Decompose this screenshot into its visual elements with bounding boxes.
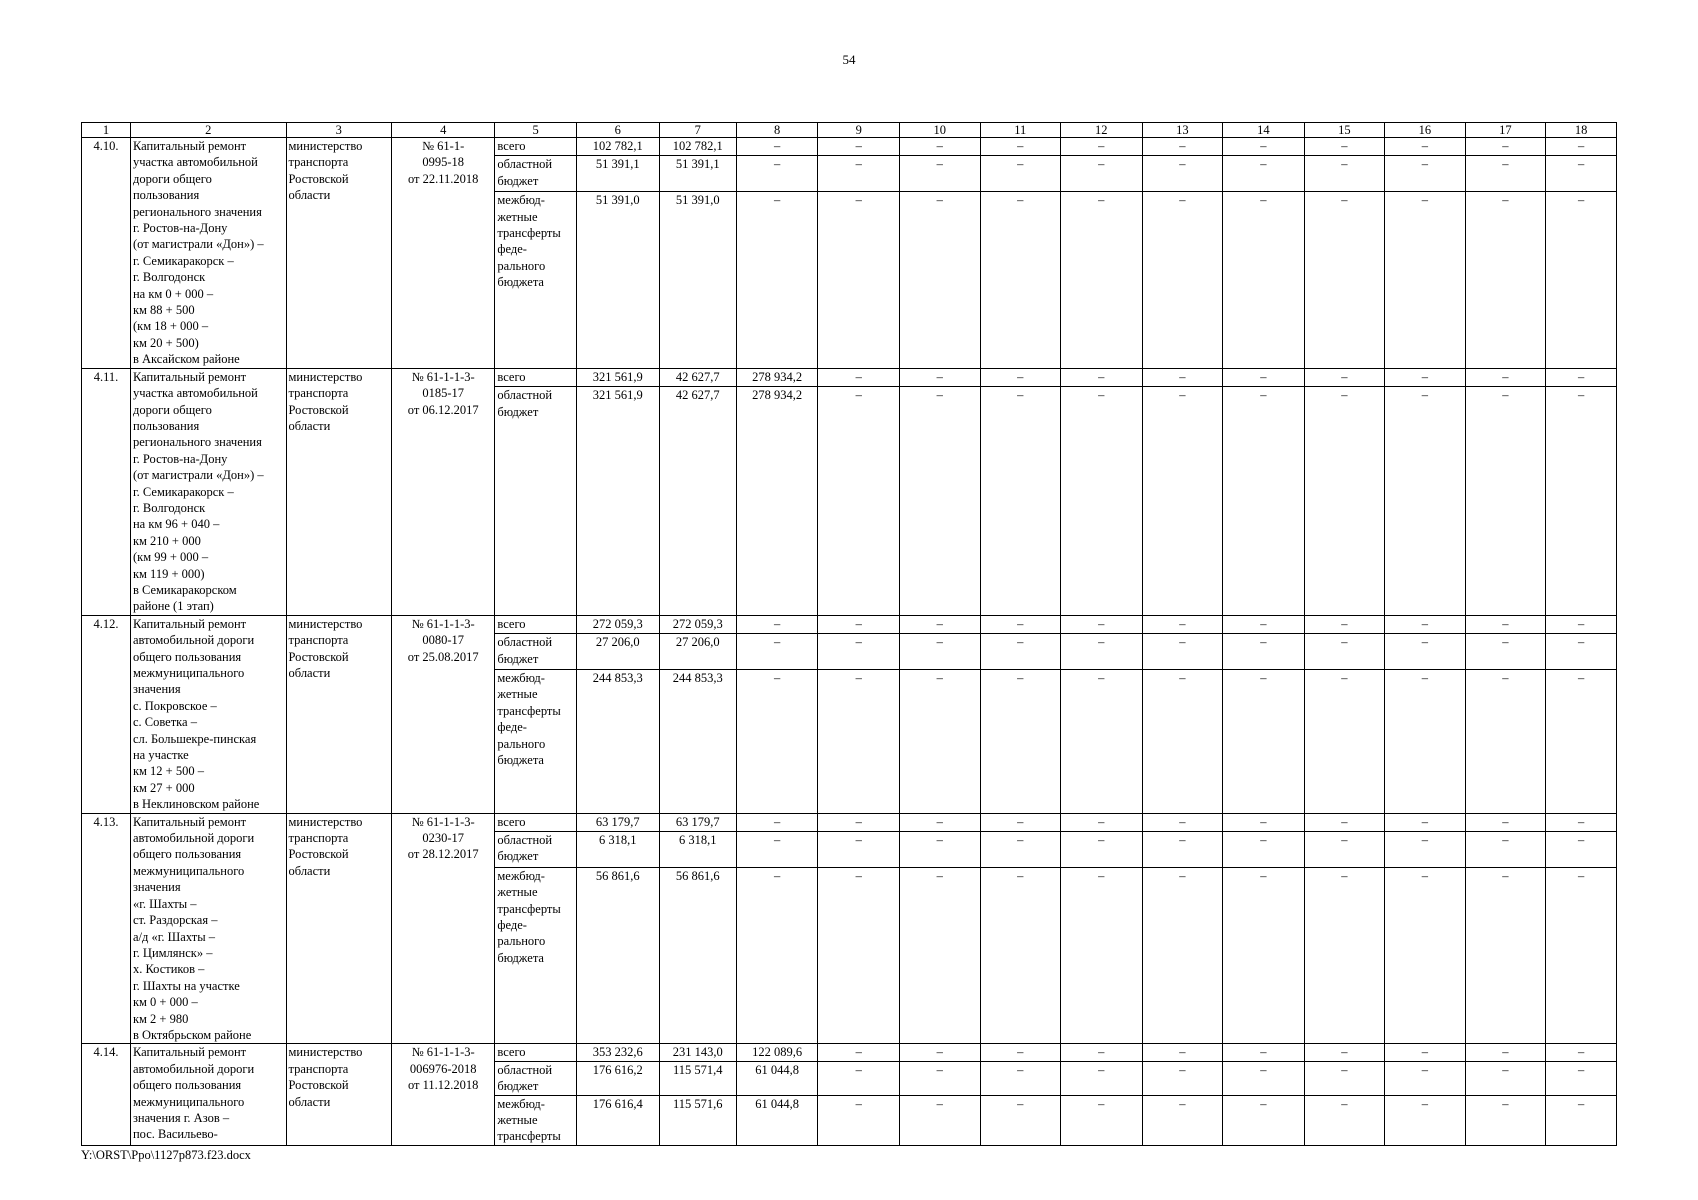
empty-value-cell: – [1385,615,1466,633]
empty-value-cell: – [1385,368,1466,387]
amount-cell: 102 782,1 [659,138,736,156]
empty-value-cell: – [900,1061,981,1095]
empty-value-cell: – [1304,192,1385,369]
empty-value-cell: – [818,1061,900,1095]
amount-cell: 61 044,8 [736,1061,818,1095]
empty-value-cell: – [980,813,1061,831]
empty-value-cell: – [1304,832,1385,868]
empty-value-cell: – [1142,138,1223,156]
item-number: 4.13. [82,813,131,1044]
funding-source: межбюд- жетные трансферты феде- рального бюджета [495,192,577,369]
empty-value-cell: – [1465,832,1546,868]
item-number: 4.12. [82,615,131,813]
column-number: 12 [1061,123,1143,138]
empty-value-cell: – [1385,387,1466,615]
empty-value-cell: – [900,867,981,1044]
empty-value-cell: – [980,634,1061,670]
empty-value-cell: – [1465,387,1546,615]
object-name: Капитальный ремонт автомобильной дороги общего пользования межмуниципального значения г. Азов – пос. Васильево- [130,1044,286,1145]
amount-cell: – [736,832,818,868]
empty-value-cell: – [818,813,900,831]
funding-source: всего [495,1044,577,1061]
amount-cell: 42 627,7 [659,387,736,615]
amount-cell: 51 391,1 [659,156,736,192]
empty-value-cell: – [1385,192,1466,369]
empty-value-cell: – [818,867,900,1044]
empty-value-cell: – [1304,1044,1385,1061]
empty-value-cell: – [1546,813,1617,831]
empty-value-cell: – [1546,615,1617,633]
table-row [82,1044,1617,1061]
expertise-doc: № 61-1-1-3- 006976-2018 от 11.12.2018 [392,1044,495,1145]
funding-source: областной бюджет [495,1061,577,1095]
empty-value-cell: – [1061,813,1143,831]
empty-value-cell: – [1304,634,1385,670]
amount-cell: 122 089,6 [736,1044,818,1061]
amount-cell: – [736,192,818,369]
object-name: Капитальный ремонт участка автомобильной дороги общего пользования регионального значения г. Ростов-на-Дону (от магистрали «Дон») – г. Семикаракорск – г. Волгодонск на км 96 + 040 – км 210 + 000 (км 99 + 000 – км 119 + 000) в Семикаракорском районе (1 этап) [130,368,286,615]
empty-value-cell: – [1223,615,1305,633]
empty-value-cell: – [1546,368,1617,387]
funding-source: межбюд- жетные трансферты [495,1095,577,1145]
empty-value-cell: – [1546,387,1617,615]
funding-source: всего [495,813,577,831]
column-number: 5 [495,123,577,138]
column-number-row [82,123,1617,138]
empty-value-cell: – [1061,1061,1143,1095]
funding-source: межбюд- жетные трансферты феде- рального бюджета [495,867,577,1044]
empty-value-cell: – [900,138,981,156]
empty-value-cell: – [1223,634,1305,670]
empty-value-cell: – [900,368,981,387]
empty-value-cell: – [1061,1095,1143,1145]
amount-cell: 63 179,7 [576,813,659,831]
empty-value-cell: – [818,192,900,369]
amount-cell: 51 391,0 [576,192,659,369]
empty-value-cell: – [1142,1095,1223,1145]
funding-source: межбюд- жетные трансферты феде- рального бюджета [495,669,577,813]
amount-cell: 321 561,9 [576,387,659,615]
amount-cell: 63 179,7 [659,813,736,831]
amount-cell: 56 861,6 [576,867,659,1044]
empty-value-cell: – [1223,156,1305,192]
column-number: 9 [818,123,900,138]
empty-value-cell: – [900,192,981,369]
empty-value-cell: – [980,156,1061,192]
empty-value-cell: – [1142,1061,1223,1095]
empty-value-cell: – [900,615,981,633]
empty-value-cell: – [1385,1061,1466,1095]
empty-value-cell: – [1223,192,1305,369]
empty-value-cell: – [1304,669,1385,813]
empty-value-cell: – [818,615,900,633]
empty-value-cell: – [1304,1095,1385,1145]
empty-value-cell: – [1061,156,1143,192]
amount-cell: 272 059,3 [576,615,659,633]
empty-value-cell: – [900,669,981,813]
empty-value-cell: – [1304,387,1385,615]
empty-value-cell: – [1385,634,1466,670]
empty-value-cell: – [1223,669,1305,813]
program-table [81,122,1617,1146]
amount-cell: 176 616,2 [576,1061,659,1095]
amount-cell: 244 853,3 [576,669,659,813]
empty-value-cell: – [1546,156,1617,192]
empty-value-cell: – [1385,1095,1466,1145]
amount-cell: 27 206,0 [576,634,659,670]
empty-value-cell: – [1142,832,1223,868]
empty-value-cell: – [1385,867,1466,1044]
empty-value-cell: – [1304,1061,1385,1095]
column-number: 17 [1465,123,1546,138]
table-row [82,138,1617,156]
column-number: 3 [286,123,392,138]
column-number: 16 [1385,123,1466,138]
amount-cell: 6 318,1 [576,832,659,868]
empty-value-cell: – [818,832,900,868]
table-row [82,615,1617,633]
funding-source: всего [495,138,577,156]
column-number: 1 [82,123,131,138]
empty-value-cell: – [980,867,1061,1044]
empty-value-cell: – [980,615,1061,633]
customer-org: министерство транспорта Ростовской области [286,1044,392,1145]
empty-value-cell: – [1142,368,1223,387]
empty-value-cell: – [1223,832,1305,868]
empty-value-cell: – [1385,669,1466,813]
funding-source: всего [495,615,577,633]
empty-value-cell: – [900,832,981,868]
empty-value-cell: – [818,634,900,670]
amount-cell: 115 571,6 [659,1095,736,1145]
empty-value-cell: – [1223,387,1305,615]
empty-value-cell: – [1223,1061,1305,1095]
amount-cell: 61 044,8 [736,1095,818,1145]
empty-value-cell: – [1546,1095,1617,1145]
amount-cell: – [736,615,818,633]
empty-value-cell: – [1465,156,1546,192]
amount-cell: – [736,813,818,831]
empty-value-cell: – [1304,368,1385,387]
empty-value-cell: – [818,1095,900,1145]
amount-cell: 42 627,7 [659,368,736,387]
funding-source: областной бюджет [495,634,577,670]
empty-value-cell: – [818,669,900,813]
empty-value-cell: – [1304,867,1385,1044]
empty-value-cell: – [900,1044,981,1061]
empty-value-cell: – [980,832,1061,868]
empty-value-cell: – [1546,634,1617,670]
amount-cell: 278 934,2 [736,387,818,615]
amount-cell: 102 782,1 [576,138,659,156]
column-number: 10 [900,123,981,138]
empty-value-cell: – [1546,1044,1617,1061]
column-number: 18 [1546,123,1617,138]
empty-value-cell: – [1223,1044,1305,1061]
amount-cell: 6 318,1 [659,832,736,868]
amount-cell: 321 561,9 [576,368,659,387]
item-number: 4.14. [82,1044,131,1145]
amount-cell: 244 853,3 [659,669,736,813]
empty-value-cell: – [1385,813,1466,831]
empty-value-cell: – [1142,156,1223,192]
empty-value-cell: – [1223,1095,1305,1145]
empty-value-cell: – [1465,813,1546,831]
empty-value-cell: – [1385,138,1466,156]
object-name: Капитальный ремонт автомобильной дороги общего пользования межмуниципального значения «г. Шахты – ст. Раздорская – а/д «г. Шахты – г. Цимлянск» – х. Костиков – г. Шахты на участке км 0 + 000 – км 2 + 980 в Октябрьском районе [130,813,286,1044]
empty-value-cell: – [1061,669,1143,813]
empty-value-cell: – [1142,1044,1223,1061]
amount-cell: – [736,634,818,670]
empty-value-cell: – [1546,138,1617,156]
empty-value-cell: – [1546,1061,1617,1095]
empty-value-cell: – [980,1044,1061,1061]
empty-value-cell: – [1223,368,1305,387]
empty-value-cell: – [1465,1061,1546,1095]
empty-value-cell: – [1546,832,1617,868]
empty-value-cell: – [1223,138,1305,156]
amount-cell: 56 861,6 [659,867,736,1044]
empty-value-cell: – [900,1095,981,1145]
file-path-footer: Y:\ORST\Ppo\1127p873.f23.docx [81,1148,251,1162]
empty-value-cell: – [1061,387,1143,615]
empty-value-cell: – [980,368,1061,387]
amount-cell: 51 391,1 [576,156,659,192]
expertise-doc: № 61-1-1-3- 0080-17 от 25.08.2017 [392,615,495,813]
empty-value-cell: – [1385,156,1466,192]
customer-org: министерство транспорта Ростовской области [286,813,392,1044]
empty-value-cell: – [1142,669,1223,813]
empty-value-cell: – [1465,138,1546,156]
empty-value-cell: – [1304,615,1385,633]
empty-value-cell: – [1061,192,1143,369]
expertise-doc: № 61-1-1-3- 0185-17 от 06.12.2017 [392,368,495,615]
amount-cell: 27 206,0 [659,634,736,670]
empty-value-cell: – [818,387,900,615]
column-number: 13 [1142,123,1223,138]
empty-value-cell: – [980,669,1061,813]
customer-org: министерство транспорта Ростовской области [286,368,392,615]
empty-value-cell: – [900,813,981,831]
empty-value-cell: – [1465,867,1546,1044]
empty-value-cell: – [1142,192,1223,369]
amount-cell: 176 616,4 [576,1095,659,1145]
empty-value-cell: – [1142,615,1223,633]
funding-source: всего [495,368,577,387]
amount-cell: – [736,156,818,192]
empty-value-cell: – [1546,867,1617,1044]
empty-value-cell: – [900,387,981,615]
empty-value-cell: – [1465,1095,1546,1145]
empty-value-cell: – [1142,813,1223,831]
empty-value-cell: – [818,368,900,387]
empty-value-cell: – [980,1061,1061,1095]
empty-value-cell: – [980,387,1061,615]
empty-value-cell: – [1465,368,1546,387]
empty-value-cell: – [900,634,981,670]
amount-cell: 115 571,4 [659,1061,736,1095]
column-number: 6 [576,123,659,138]
empty-value-cell: – [1142,387,1223,615]
column-number: 11 [980,123,1061,138]
amount-cell: 51 391,0 [659,192,736,369]
column-number: 14 [1223,123,1305,138]
funding-source: областной бюджет [495,156,577,192]
column-number: 15 [1304,123,1385,138]
column-number: 4 [392,123,495,138]
column-number: 8 [736,123,818,138]
item-number: 4.11. [82,368,131,615]
empty-value-cell: – [1142,867,1223,1044]
empty-value-cell: – [1061,832,1143,868]
page-number: 54 [842,52,856,67]
customer-org: министерство транспорта Ростовской области [286,615,392,813]
amount-cell: 278 934,2 [736,368,818,387]
expertise-doc: № 61-1- 0995-18 от 22.11.2018 [392,138,495,369]
empty-value-cell: – [1061,1044,1143,1061]
empty-value-cell: – [900,156,981,192]
empty-value-cell: – [1061,634,1143,670]
object-name: Капитальный ремонт участка автомобильной дороги общего пользования регионального значения г. Ростов-на-Дону (от магистрали «Дон») – г. Семикаракорск – г. Волгодонск на км 0 + 000 – км 88 + 500 (км 18 + 000 – км 20 + 500) в Аксайском районе [130,138,286,369]
empty-value-cell: – [1546,192,1617,369]
empty-value-cell: – [1304,813,1385,831]
amount-cell: – [736,138,818,156]
empty-value-cell: – [1061,615,1143,633]
empty-value-cell: – [1304,138,1385,156]
empty-value-cell: – [1223,867,1305,1044]
empty-value-cell: – [980,138,1061,156]
table-row [82,368,1617,387]
item-number: 4.10. [82,138,131,369]
empty-value-cell: – [1465,192,1546,369]
empty-value-cell: – [1546,669,1617,813]
empty-value-cell: – [818,156,900,192]
empty-value-cell: – [1304,156,1385,192]
empty-value-cell: – [980,1095,1061,1145]
empty-value-cell: – [1061,867,1143,1044]
amount-cell: – [736,867,818,1044]
table-row [82,813,1617,831]
empty-value-cell: – [1385,832,1466,868]
empty-value-cell: – [1465,669,1546,813]
amount-cell: 231 143,0 [659,1044,736,1061]
empty-value-cell: – [818,1044,900,1061]
amount-cell: 353 232,6 [576,1044,659,1061]
empty-value-cell: – [1061,368,1143,387]
empty-value-cell: – [1142,634,1223,670]
empty-value-cell: – [1465,1044,1546,1061]
empty-value-cell: – [1465,615,1546,633]
funding-source: областной бюджет [495,387,577,615]
empty-value-cell: – [1223,813,1305,831]
amount-cell: – [736,669,818,813]
funding-source: областной бюджет [495,832,577,868]
empty-value-cell: – [980,192,1061,369]
amount-cell: 272 059,3 [659,615,736,633]
customer-org: министерство транспорта Ростовской области [286,138,392,369]
expertise-doc: № 61-1-1-3- 0230-17 от 28.12.2017 [392,813,495,1044]
empty-value-cell: – [818,138,900,156]
column-number: 7 [659,123,736,138]
empty-value-cell: – [1385,1044,1466,1061]
object-name: Капитальный ремонт автомобильной дороги общего пользования межмуниципального значения с. Покровское – с. Советка – сл. Большекре-пинская на участке км 12 + 500 – км 27 + 000 в Неклиновском районе [130,615,286,813]
empty-value-cell: – [1061,138,1143,156]
empty-value-cell: – [1465,634,1546,670]
column-number: 2 [130,123,286,138]
